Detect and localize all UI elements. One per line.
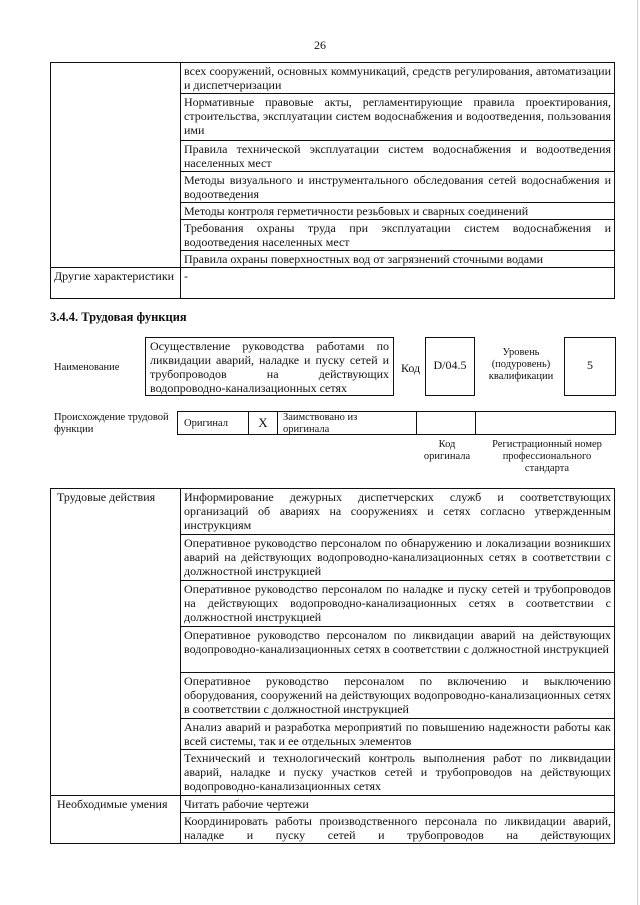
table-cell: Правила охраны поверхностных вод от загрязнений сточными водами	[181, 251, 615, 268]
table-cell: Оперативное руководство персоналом по наладке и пуску сетей и трубопроводов на действующих водопроводно-канализационных сетях в соответствии с должностной инструкцией	[181, 581, 615, 627]
section-title: 3.4.4. Трудовая функция	[50, 310, 187, 324]
skills-label: Необходимые умения	[51, 796, 181, 844]
table-cell: Информирование дежурных диспетчерских служб и соответствующих организаций об авариях на сооружениях и сетях согласно утвержденным инструкциям	[181, 489, 615, 535]
original-label: Оригинал	[184, 418, 228, 429]
page-number: 26	[314, 38, 326, 52]
name-label: Наименование	[54, 362, 120, 373]
table-cell: Оперативное руководство персоналом по включению и выключению оборудования, сооружений на действующих водопроводно-канализационных сетях в соответствии с должностной инструкцией	[181, 673, 615, 719]
origin-row	[177, 411, 616, 435]
origin-label: Происхождение трудовой функции	[54, 412, 169, 435]
table-cell: Методы визуального и инструментального обследования сетей водоснабжения и водоотведения	[181, 172, 615, 203]
original-mark: X	[248, 412, 278, 434]
table-row	[51, 63, 615, 94]
table-cell: Технический и технологический контроль выполнения работ по ликвидации аварий, наладке и пуску участков сетей и трубопроводов на действующих водопроводно-канализационных сетях	[181, 750, 615, 796]
page-edge	[637, 0, 638, 905]
reg-number-label: Регистрационный номер профессионального стандарта	[492, 439, 602, 474]
table-cell: всех сооружений, основных коммуникаций, средств регулирования, автоматизации и диспетчеризации	[181, 63, 615, 94]
table-row	[51, 796, 615, 813]
table-cell: Оперативное руководство персоналом по ликвидации аварий на действующих водопроводно-канализационных сетях в соответствии с должностной инструкцией	[181, 627, 615, 673]
table-cell: Методы контроля герметичности резьбовых и сварных соединений	[181, 203, 615, 220]
table-cell: Координировать работы производственного персонала по ликвидации аварий, наладке и пуску сетей и трубопроводов на действующих	[181, 813, 615, 844]
borrowed-label: Заимствовано из оригинала	[283, 412, 358, 435]
table-cell: -	[181, 268, 615, 299]
table-cell-left	[51, 63, 181, 268]
table-cell: Читать рабочие чертежи	[181, 796, 615, 813]
table-cell: Нормативные правовые акты, регламентирующие правила проектирования, строительства, эксплуатации систем водоснабжения и водоотведения, пользования ими	[181, 94, 615, 141]
function-name-value: Осуществление руководства работами по ликвидации аварий, наладке и пуску сетей и трубопроводов на действующих водопроводно-канализационных сетях	[150, 339, 389, 395]
code-box	[425, 337, 475, 396]
table-cell: Оперативное руководство персоналом по обнаружению и локализации возникших аварий на действующих водопроводно-канализационных сетях в соответствии с должностной инструкцией	[181, 535, 615, 581]
code-original-label: Код оригинала	[423, 439, 471, 462]
top-table	[50, 62, 615, 299]
other-characteristics-label: Другие характеристики	[51, 268, 181, 299]
table-row	[51, 268, 615, 299]
code-value: D/04.5	[433, 358, 467, 372]
code-original-box	[416, 412, 476, 434]
table-cell: Правила технической эксплуатации систем водоснабжения и водоотведения населенных мест	[181, 141, 615, 172]
table-row	[51, 489, 615, 535]
level-box	[564, 337, 616, 396]
table-cell: Анализ аварий и разработка мероприятий по повышению надежности работы как всей системы, так и ее отдельных элементов	[181, 719, 615, 750]
code-label: Код	[401, 361, 421, 375]
bottom-table	[50, 488, 615, 844]
level-label: Уровень (подуровень) квалификации	[488, 347, 554, 382]
level-value: 5	[587, 358, 593, 372]
table-cell: Требования охраны труда при эксплуатации систем водоснабжения и водоотведения населенных мест	[181, 220, 615, 251]
labor-actions-label: Трудовые действия	[51, 489, 181, 796]
function-name-box	[145, 337, 394, 396]
